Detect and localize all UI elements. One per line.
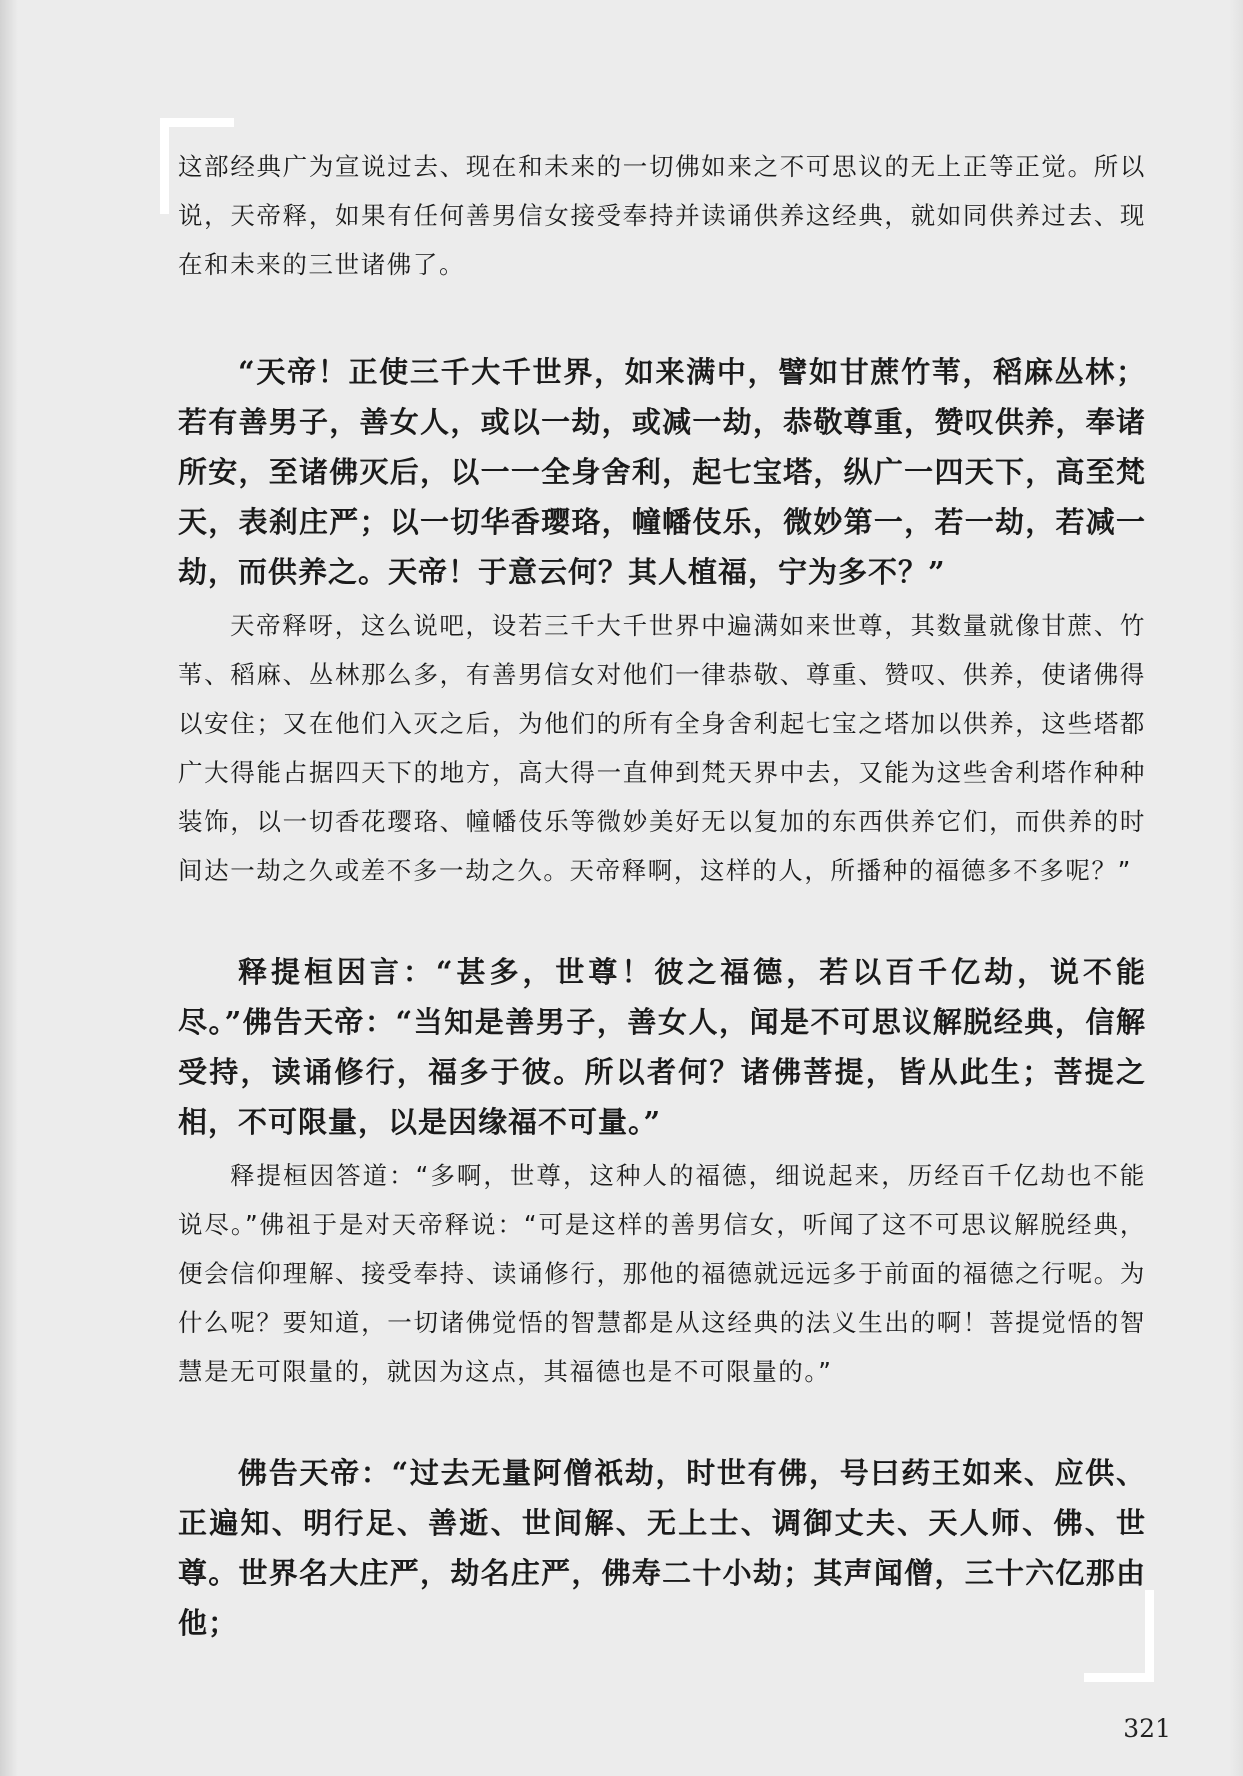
page-edge-shadow-right (1229, 0, 1243, 1776)
page-body (178, 142, 1146, 1648)
translation-paragraph-2: 天帝释呀，这么说吧，设若三千大千世界中遍满如来世尊，其数量就像甘蔗、竹苇、稻麻、丛林那么多，有善男信女对他们一律恭敬、尊重、赞叹、供养，使诸佛得以安住；又在他们入灭之后，为他们的所有全身舍利起七宝之塔加以供养，这些塔都广大得能占据四天下的地方，高大得一直伸到梵天界中去，又能为这些舍利塔作种种装饰，以一切香花璎珞、幢幡伎乐等微妙美好无以复加的东西供养它们，而供养的时间达一劫之久或差不多一劫之久。天帝释啊，这样的人，所播种的福德多不多呢？” (178, 611, 1146, 885)
translation-paragraph-1: 这部经典广为宣说过去、现在和未来的一切佛如来之不可思议的无上正等正觉。所以说，天帝释，如果有任何善男信女接受奉持并读诵供养这经典，就如同供养过去、现在和未来的三世诸佛了。 (178, 152, 1146, 279)
translation-paragraph-3: 释提桓因答道：“多啊，世尊，这种人的福德，细说起来，历经百千亿劫也不能说尽。”佛祖于是对天帝释说：“可是这样的善男信女，听闻了这不可思议解脱经典，便会信仰理解、接受奉持、读诵修行，那他的福德就远远多于前面的福德之行呢。为什么呢？要知道，一切诸佛觉悟的智慧都是从这经典的法义生出的啊！菩提觉悟的智慧是无可限量的，就因为这点，其福德也是不可限量的。” (178, 1161, 1146, 1386)
sutra-paragraph-2: 释提桓因言：“甚多，世尊！彼之福德，若以百千亿劫，说不能尽。”佛告天帝：“当知是善男子，善女人，闻是不可思议解脱经典，信解受持，读诵修行，福多于彼。所以者何？诸佛菩提，皆从此生；菩提之相，不可限量，以是因缘福不可量。” (178, 955, 1146, 1139)
page-edge-shadow-left (0, 0, 18, 1776)
page-number: 321 (1123, 1714, 1171, 1743)
sutra-paragraph-3: 佛告天帝：“过去无量阿僧祇劫，时世有佛，号曰药王如来、应供、正遍知、明行足、善逝、世间解、无上士、调御丈夫、天人师、佛、世尊。世界名大庄严，劫名庄严，佛寿二十小劫；其声闻僧，三十六亿那由他； (178, 1456, 1146, 1640)
sutra-paragraph-1: “天帝！正使三千大千世界，如来满中，譬如甘蔗竹苇，稻麻丛林；若有善男子，善女人，或以一劫，或减一劫，恭敬尊重，赞叹供养，奉诸所安，至诸佛灭后，以一一全身舍利，起七宝塔，纵广一四天下，高至梵天，表刹庄严；以一切华香璎珞，幢幡伎乐，微妙第一，若一劫，若减一劫，而供养之。天帝！于意云何？其人植福，宁为多不？” (178, 355, 1146, 589)
